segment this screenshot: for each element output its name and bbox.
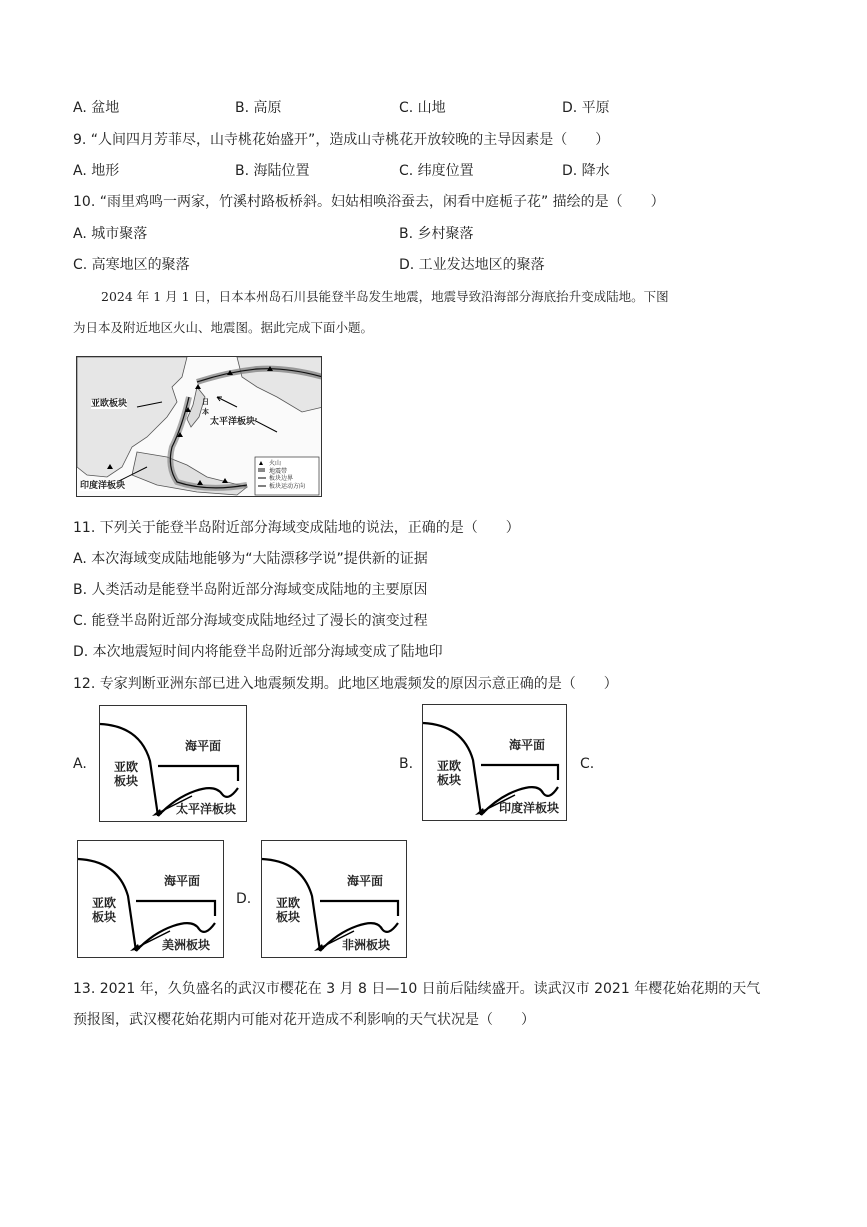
legend-plate-boundary: 板块边界 <box>269 475 294 482</box>
q11-option-a: A. 本次海域变成陆地能够为“大陆漂移学说”提供新的证据 <box>73 551 428 567</box>
q12-c-top-plate-2: 板块 <box>92 910 117 924</box>
q12-d-top-plate-1: 亚欧 <box>276 896 301 910</box>
q12-a-top-plate-1: 亚欧 <box>114 760 139 774</box>
q12-b-sub-plate: 印度洋板块 <box>499 801 560 815</box>
q9-option-c: C. 纬度位置 <box>399 163 474 179</box>
q12-a-sea-level: 海平面 <box>185 739 222 753</box>
q11-option-d: D. 本次地震短时间内将能登半岛附近部分海域变成了陆地印 <box>73 644 443 660</box>
legend-earthquake-belt: 地震带 <box>269 468 288 475</box>
q9-option-d: D. 降水 <box>562 163 610 179</box>
q11-option-c: C. 能登半岛附近部分海域变成陆地经过了漫长的演变过程 <box>73 613 428 629</box>
q13-stem-line-1: 13. 2021 年，久负盛名的武汉市樱花在 3 月 8 日—10 日前后陆续盛开。读武汉市 2021 年樱花始花期的天气 <box>73 981 761 997</box>
map-label-indian: 印度洋板块 <box>80 481 126 491</box>
q12-a-sub-plate: 太平洋板块 <box>176 802 237 816</box>
legend-plate-motion: 板块运动方向 <box>269 483 306 490</box>
q13-stem-line-2: 预报图，武汉樱花始花期内可能对花开造成不利影响的天气状况是（ ） <box>73 1012 535 1028</box>
q10-option-a: A. 城市聚落 <box>73 226 148 242</box>
map-label-pacific: 太平洋板块 <box>210 417 256 427</box>
q12-figure-a-letter: A. <box>73 756 87 772</box>
q10-option-d: D. 工业发达地区的聚落 <box>399 257 545 273</box>
q10-option-b: B. 乡村聚落 <box>399 226 474 242</box>
q12-stem: 12. 专家判断亚洲东部已进入地震频发期。此地区地震频发的原因示意正确的是（ ） <box>73 676 618 692</box>
q8-option-a: A. 盆地 <box>73 100 120 116</box>
q11-option-b: B. 人类活动是能登半岛附近部分海域变成陆地的主要原因 <box>73 582 428 598</box>
q12-d-sub-plate: 非洲板块 <box>342 938 391 952</box>
map-label-japan-1: 日 <box>202 398 209 406</box>
q12-figure-d <box>261 840 407 958</box>
q10-stem: 10. “雨里鸡鸣一两家，竹溪村路板桥斜。妇姑相唤浴蚕去，闲看中庭栀子花” 描绘的是（ ） <box>73 194 665 210</box>
q11-stem: 11. 下列关于能登半岛附近部分海域变成陆地的说法，正确的是（ ） <box>73 520 520 536</box>
q8-option-d: D. 平原 <box>562 100 610 116</box>
q10-option-c: C. 高寒地区的聚落 <box>73 257 190 273</box>
q12-b-sea-level: 海平面 <box>509 738 546 752</box>
legend-volcano: 火山 <box>269 460 282 467</box>
q12-b-top-plate-2: 板块 <box>437 773 462 787</box>
map-label-eurasian: 亚欧板块 <box>91 399 128 409</box>
q12-c-sub-plate: 美洲板块 <box>162 938 211 952</box>
q12-d-top-plate-2: 板块 <box>276 910 301 924</box>
q9-option-a: A. 地形 <box>73 163 120 179</box>
q9-stem: 9. “人间四月芳菲尽，山寺桃花始盛开”，造成山寺桃花开放较晚的主导因素是（ ） <box>73 132 610 148</box>
q12-figure-a <box>99 705 247 822</box>
intro-line-2: 为日本及附近地区火山、地震图。据此完成下面小题。 <box>73 320 374 335</box>
q12-figure-c-letter: C. <box>580 756 595 772</box>
q9-option-b: B. 海陆位置 <box>235 163 310 179</box>
japan-volcano-earthquake-map <box>76 356 322 497</box>
q12-figure-d-letter: D. <box>236 891 252 907</box>
q12-b-top-plate-1: 亚欧 <box>437 759 462 773</box>
q8-option-b: B. 高原 <box>235 100 282 116</box>
intro-line-1: 2024 年 1 月 1 日，日本本州岛石川县能登半岛发生地震，地震导致沿海部分海底抬升变成陆地。下图 <box>101 289 669 304</box>
q8-option-c: C. 山地 <box>399 100 446 116</box>
q12-figure-b <box>422 704 567 821</box>
map-label-japan-2: 本 <box>202 408 209 416</box>
q12-c-sea-level: 海平面 <box>164 874 201 888</box>
q12-d-sea-level: 海平面 <box>347 874 384 888</box>
q12-figure-c <box>77 840 224 958</box>
q12-figure-b-letter: B. <box>399 756 414 772</box>
q12-a-top-plate-2: 板块 <box>114 774 139 788</box>
q12-c-top-plate-1: 亚欧 <box>92 896 117 910</box>
